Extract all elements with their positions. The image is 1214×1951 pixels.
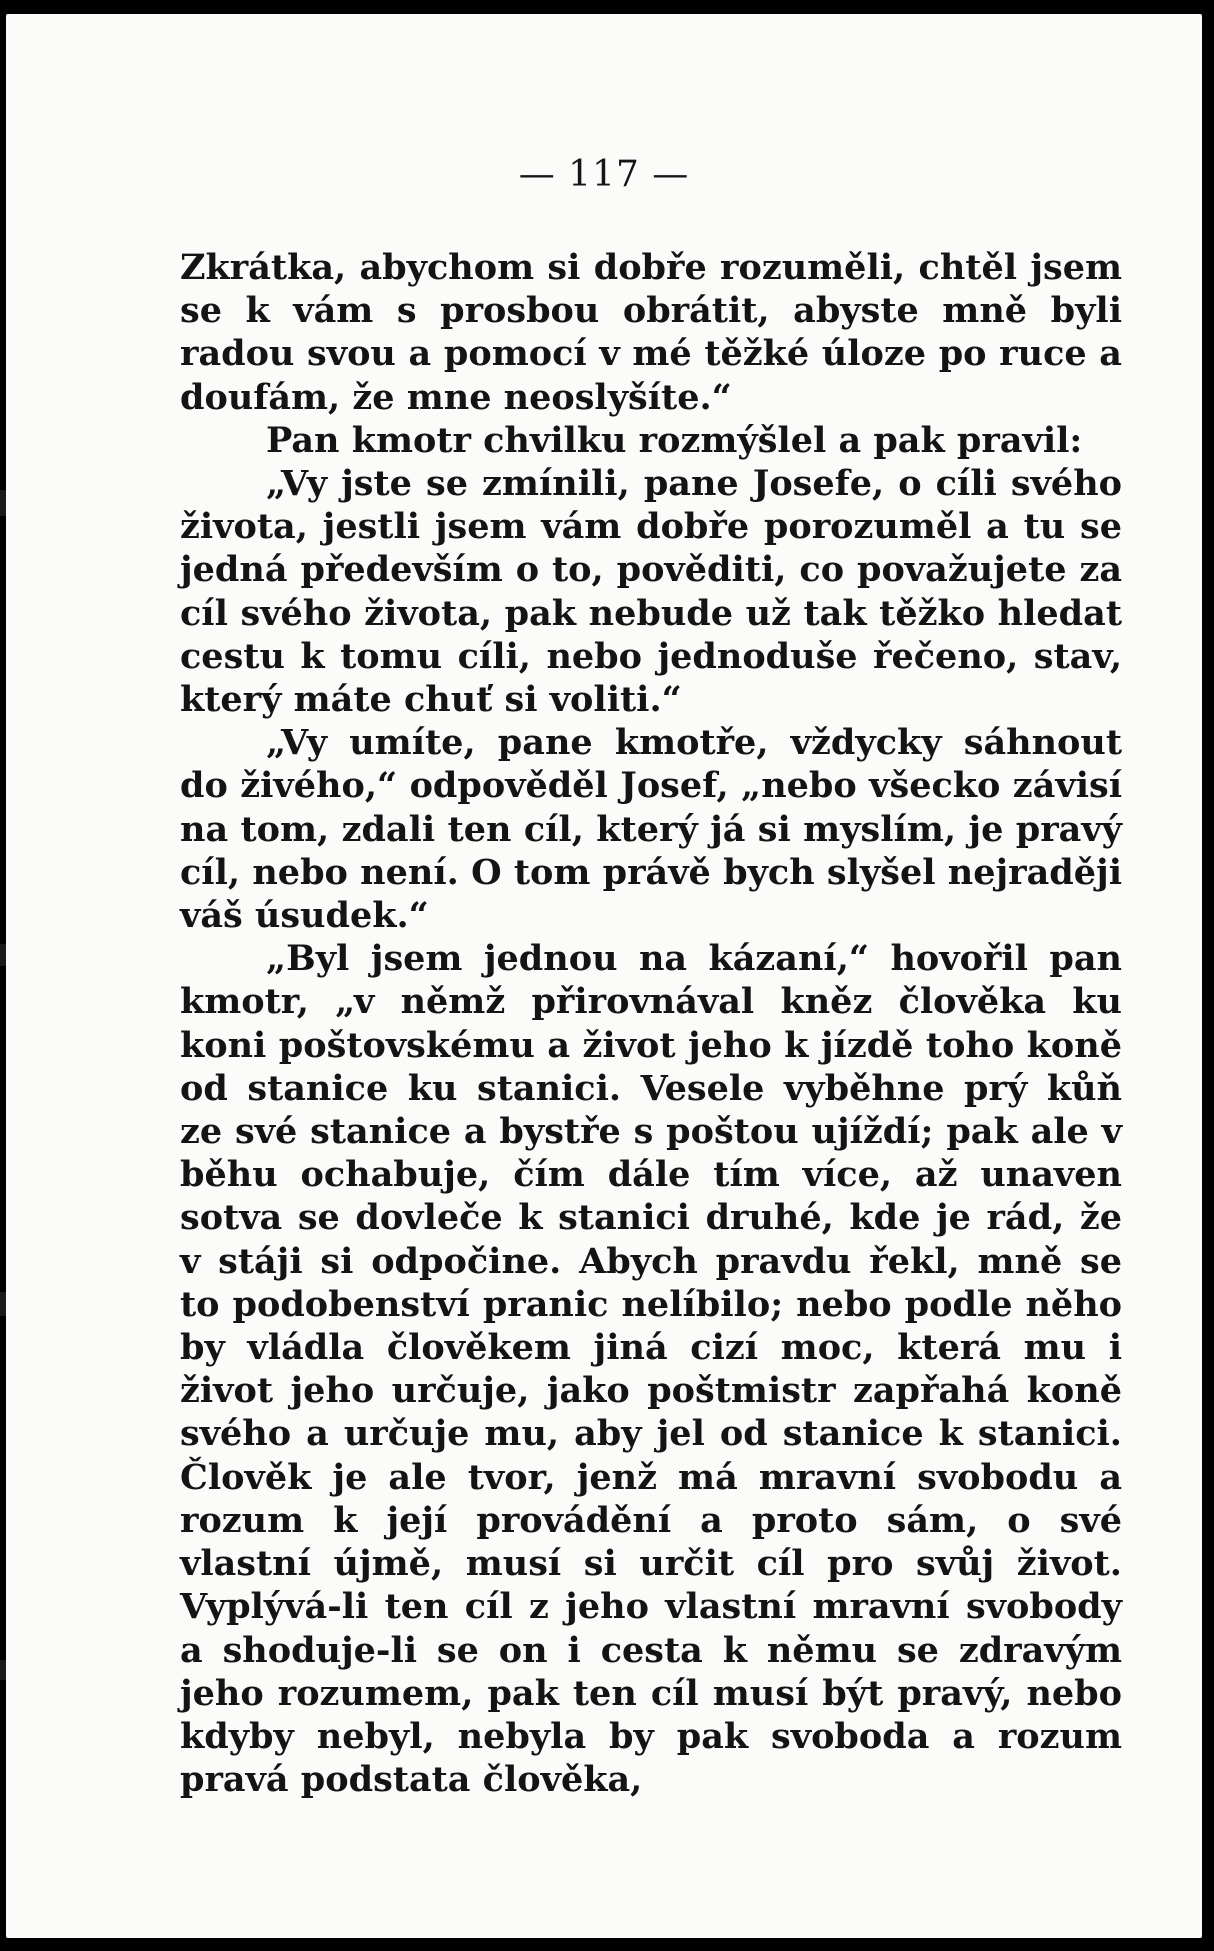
binding-edge-mark xyxy=(0,1660,6,1680)
paragraph-1: Zkrátka, abychom si dobře rozuměli, chtěl jsem se k vám s prosbou obrátit, abyste mně byli radou svou a pomocí v mé těžké úloze po ruce a doufám, že mne neoslyšíte.“ xyxy=(180,247,1122,418)
page-number: — 117 — xyxy=(518,154,690,195)
binding-edge-mark xyxy=(0,490,6,516)
body-text xyxy=(180,246,1122,1801)
book-page xyxy=(6,14,1202,1938)
paragraph-5: „Byl jsem jednou na kázaní,“ hovořil pan kmotr, „v němž přirovnával kněz člověka ku koni poštovskému a život jeho k jízdě toho koně od stanice ku stanici. Vesele vyběhne prý kůň ze své stanice a bystře s poštou ujíždí; pak ale v běhu ochabuje, čím dále tím více, až unaven sotva se dovleče k stanici druhé, kde je rád, že v stáji si odpočine. Abych pravdu řekl, mně se to podobenství pranic nelíbilo; nebo podle něho by vládla člověkem jiná cizí moc, která mu i život jeho určuje, jako poštmistr zapřahá koně svého a určuje mu, aby jel od stanice k stanici. Člověk je ale tvor, jenž má mravní svobodu a rozum k její provádění a proto sám, o své vlastní újmě, musí si určit cíl pro svůj život. Vyplývá-li ten cíl z jeho vlastní mravní svobody a shoduje-li se on i cesta k němu se zdravým jeho rozumem, pak ten cíl musí být pravý, nebo kdyby nebyl, nebyla by pak svoboda a rozum pravá podstata člověka, xyxy=(180,938,1122,1801)
binding-edge-mark xyxy=(0,1292,6,1316)
paragraph-2: Pan kmotr chvilku rozmýšlel a pak pravil: xyxy=(266,419,1083,461)
binding-edge-mark xyxy=(0,944,6,966)
paragraph-3: „Vy jste se zmínili, pane Josefe, o cíli svého života, jestli jsem vám dobře porozuměl a tu se jedná především o to, pověditi, co považujete za cíl svého života, pak nebude už tak těžko hledat cestu k tomu cíli, nebo jednoduše řečeno, stav, který máte chuť si voliti.“ xyxy=(180,463,1122,721)
paragraph-4: „Vy umíte, pane kmotře, vždycky sáhnout do živého,“ odpověděl Josef, „nebo všecko závisí na tom, zdali ten cíl, který já si myslím, je pravý cíl, nebo není. O tom právě bych slyšel nejraději váš úsudek.“ xyxy=(180,722,1122,937)
